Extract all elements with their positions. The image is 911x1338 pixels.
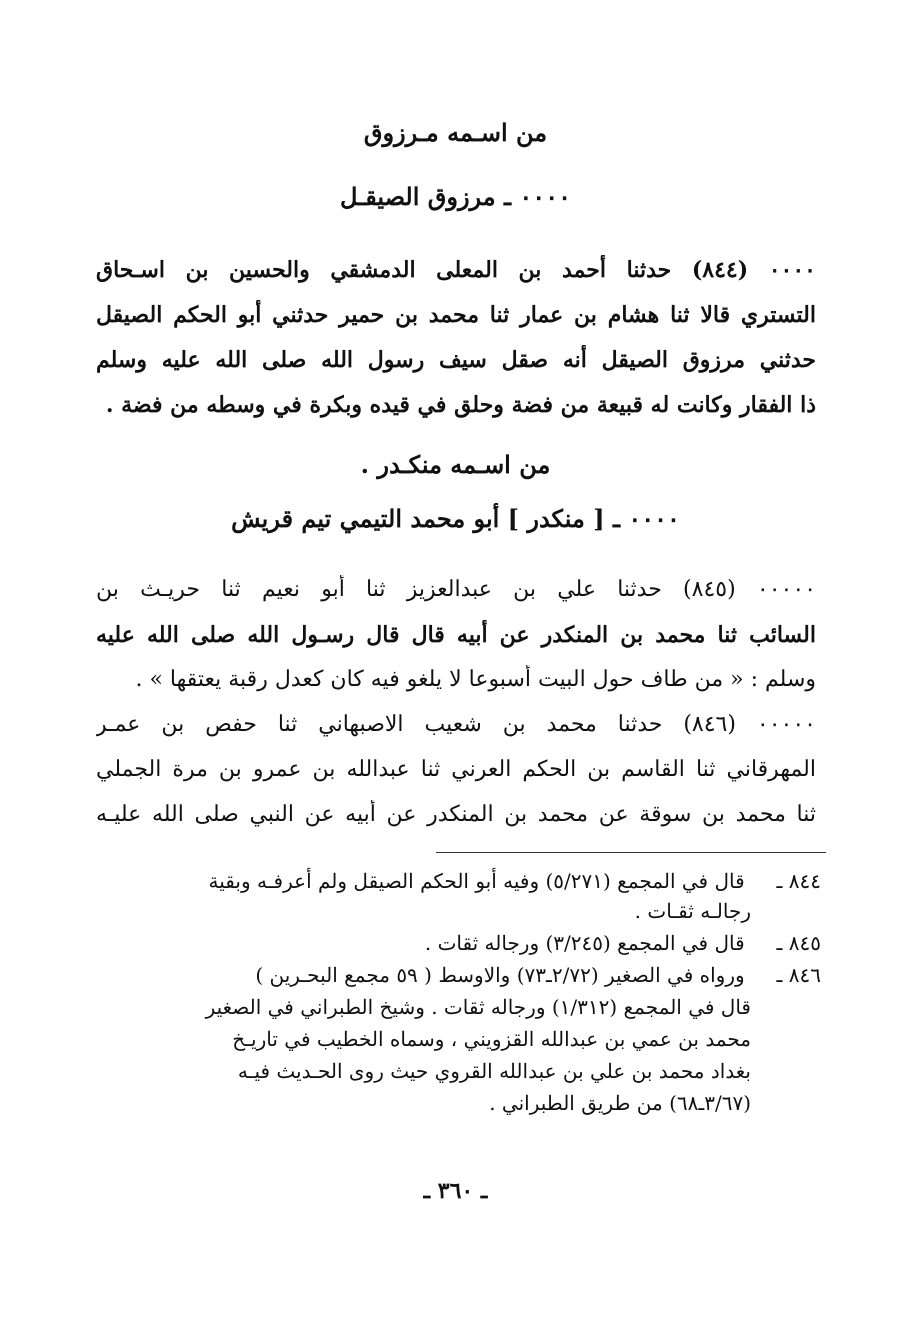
hadith-845-line-2: السائب ثنا محمد بن المنكدر عن أبيه قال قال رسـول الله صلى الله عليه [96,622,816,648]
footnote-separator [436,852,826,853]
footnote-844-number: ٨٤٤ ـ [776,869,821,893]
footnote-845-number: ٨٤٥ ـ [776,931,821,955]
footnote-846-line-1: ورواه في الصغير (٢/٧٢ـ٧٣) والاوسط ( ٥٩ مجمع البحـرين ) [255,963,745,987]
hadith-844-line-2: التستري قالا ثنا هشام بن عمار ثنا محمد بن حمير حدثني أبو الحكم الصيقل [96,302,816,328]
hadith-844-line-4: ذا الفقار وكانت له قبيعة من فضة وحلق في قيده وبكرة في وسطه من فضة . [105,392,816,418]
hadith-846-line-2: المهرقاني ثنا القاسم بن الحكم العرني ثنا عبدالله بن عمرو بن مرة الجملي [96,757,816,782]
footnote-846-line-3: محمد بن عمي بن عبدالله القزويني ، وسماه الخطيب في تاريـخ [232,1027,751,1051]
section-heading-munkadir: من اسـمه منكـدر . [360,450,551,479]
entry-heading-munkadir-abu-muhammad: ٠٠٠٠ ـ [ منكدر ] أبو محمد التيمي تيم قريش [231,504,680,533]
footnote-846-number: ٨٤٦ ـ [776,963,821,987]
footnote-844-line-2: رجالـه ثقـات . [634,899,751,923]
hadith-845-line-1: ٠٠٠٠٠ (٨٤٥) حدثنا علي بن عبدالعزيز ثنا أبو نعيم ثنا حريـث بن [96,577,816,602]
footnote-844-line-1: قال في المجمع (٥/٢٧١) وفيه أبو الحكم الصيقل ولم أعرفـه وبقية [208,869,745,893]
page-number: ـ ٣٦٠ ـ [423,1178,488,1204]
hadith-846-line-3: ثنا محمد بن سوقة عن محمد بن المنكدر عن أبيه عن النبي صلى الله عليـه [96,802,816,827]
section-heading-marzouq: من اسـمه مـرزوق [363,118,548,147]
footnote-845 [91,928,821,958]
hadith-846-line-1: ٠٠٠٠٠ (٨٤٦) حدثنا محمد بن شعيب الاصبهاني ثنا حفص بن عمـر [96,712,816,737]
hadith-844-line-3: حدثني مرزوق الصيقل أنه صقل سيف رسول الله صلى الله عليه وسلم [96,347,816,373]
entry-heading-marzouq-al-sayqal: ٠٠٠٠ ـ مرزوق الصيقـل [340,182,571,211]
footnote-846-line-2: قال في المجمع (١/٣١٢) ورجاله ثقات . وشيخ الطبراني في الصغير [205,995,751,1019]
footnote-844 [91,866,821,896]
hadith-844-line-1: ٠٠٠٠ (٨٤٤) حدثنا أحمد بن المعلى الدمشقي والحسين بن اسـحاق [96,257,816,283]
footnote-846-line-5: (٣/٦٧ـ٦٨) من طريق الطبراني . [489,1091,751,1115]
footnote-846 [91,960,821,990]
hadith-845-line-3: وسلم : « من طاف حول البيت أسبوعا لا يلغو فيه كان كعدل رقبة يعتقها » . [135,667,816,692]
footnote-846-line-4: بغداد محمد بن علي بن عبدالله القروي حيث روى الحـديث فيـه [237,1059,751,1083]
footnote-845-line-1: قال في المجمع (٣/٢٤٥) ورجاله ثقات . [424,931,745,955]
